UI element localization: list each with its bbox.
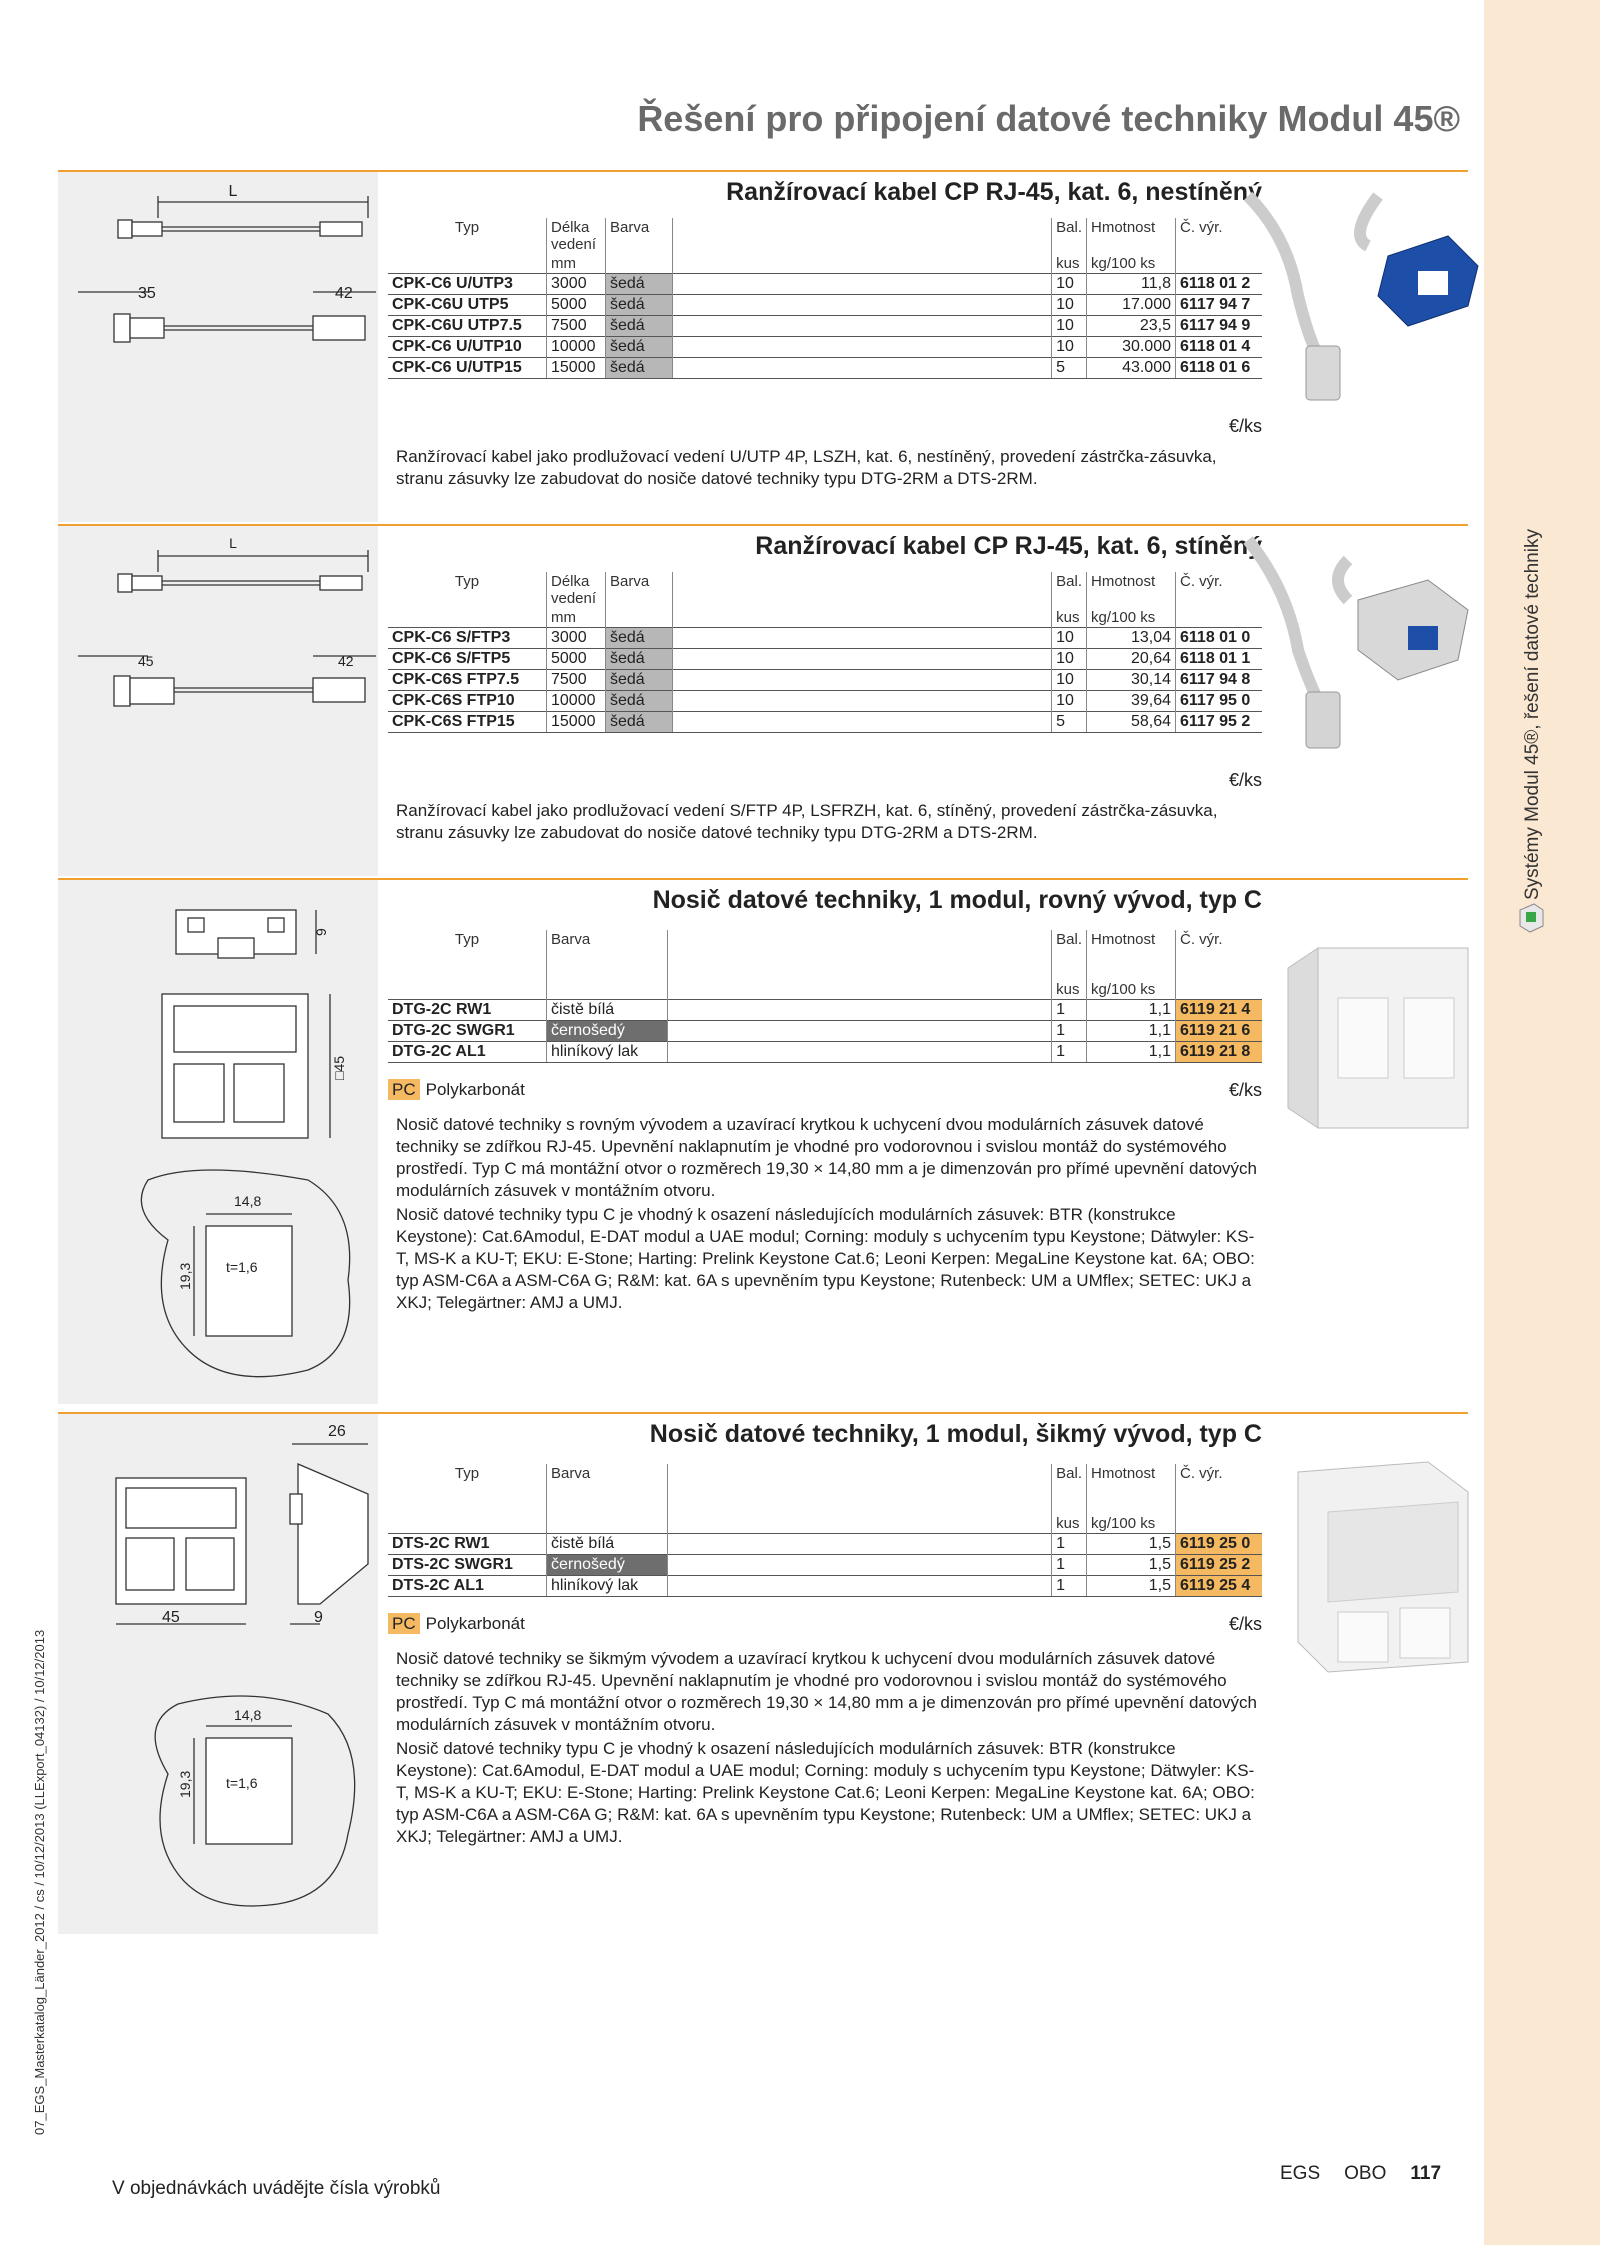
description: Ranžírovací kabel jako prodlužovací vedení S/FTP 4P, LSFRZH, kat. 6, stíněný, provedení zástrčka-zásuvka, stranu zásuvky lze zabudovat do nosiče datové techniky typu DTG-2RM a DTS-2RM. bbox=[396, 801, 1218, 842]
table-row: CPK-C6 U/UTP10 10000 šedá 10 30.000 6118 01 4 bbox=[388, 337, 1262, 358]
table-row: CPK-C6 S/FTP5 5000 šedá 10 20,64 6118 01 1 bbox=[388, 649, 1262, 670]
col-barva: Barva bbox=[606, 218, 673, 254]
dim-42: 42 bbox=[335, 285, 353, 302]
page-title: Řešení pro připojení datové techniky Modul 45® bbox=[637, 98, 1460, 139]
description: Ranžírovací kabel jako prodlužovací vedení U/UTP 4P, LSZH, kat. 6, nestíněný, provedení zástrčka-zásuvka, stranu zásuvky lze zabudovat do nosiče datové techniky typu DTG-2RM a DTS-2RM. bbox=[396, 447, 1217, 488]
col-bal: Bal. bbox=[1052, 218, 1087, 254]
section-carrier-angled bbox=[58, 1412, 1468, 1932]
dim-26: 26 bbox=[328, 1423, 346, 1440]
product-table: Typ Barva Bal. Hmotnost Č. výr. kus kg/100 ks DTS-2C RW1 čistě bílá 1 1,5 6119 25 0 DTS-2C SWGR1 černošedý 1 1,5 6119 25 2 DTS-2C AL1 hliníkový lak 1 1,5 6119 25 4 bbox=[388, 1464, 1262, 1597]
section-title: Nosič datové techniky, 1 modul, šikmý vývod, typ C bbox=[649, 1420, 1262, 1448]
material-code: PC bbox=[388, 1613, 420, 1634]
unit-hmotnost: kg/100 ks bbox=[1087, 254, 1176, 274]
drawing-carrier-straight bbox=[58, 880, 378, 1404]
table-row: CPK-C6S FTP7.5 7500 šedá 10 30,14 6117 94 8 bbox=[388, 670, 1262, 691]
carrier-straight-photo bbox=[1228, 928, 1488, 1168]
table-row: CPK-C6U UTP5 5000 šedá 10 17.000 6117 94 7 bbox=[388, 295, 1262, 316]
drawing-cable-utp bbox=[58, 172, 378, 522]
dim-width: 14,8 bbox=[234, 1707, 262, 1723]
table-row: CPK-C6U UTP7.5 7500 šedá 10 23,5 6117 94 9 bbox=[388, 316, 1262, 337]
section-title: Nosič datové techniky, 1 modul, rovný vývod, typ C bbox=[652, 886, 1262, 914]
dim-35: 35 bbox=[138, 285, 156, 302]
product-table: Typ Barva Bal. Hmotnost Č. výr. kus kg/100 ks DTG-2C RW1 čistě bílá 1 1,1 6119 21 4 DTG-2C SWGR1 černošedý 1 1,1 6119 21 6 DTG-2C AL1 hliníkový lak 1 1,1 6119 21 8 bbox=[388, 930, 1262, 1063]
dim-L: L bbox=[229, 535, 237, 551]
description: Nosič datové techniky se šikmým vývodem a uzavírací krytkou k uchycení dvou modulárních zásuvek datové techniky se zdířkou RJ-45. Upevnění naklapnutím je vhodné pro vodorovnou i svislou montáž do systémového prostředí. Typ C má montážní otvor o rozměrech 19,30 × 14,80 mm a je dimenzován pro přímé upevnění datových modulárních zásuvek v montážním otvoru. Nosič datové techniky typu C je vhodný k osazení následujících modulárních zásuvek: BTR (konstrukce Keystone): Cat.6Amodul, E-DAT modul a UAE modul; Corning: moduly s uchycením typu Keystone; Dätwyler: KS-T, MS-K a KU-T; EKU: E-Stone; Harting: Prelink Keystone Cat.6; Leoni Kerpen: MegaLine Keystone kat. 6A; OBO: typ ASM-C6A a ASM-C6A G; R&M: kat. 6A s upevněním typu Keystone; Rutenbeck: UM a UMflex; SETEC: UKJ a XKJ; Telegärtner: AMJ a UMJ. bbox=[396, 1649, 1257, 1846]
price-unit: €/ks bbox=[1228, 1614, 1262, 1634]
footer-brand: EGS OBO 117 bbox=[1280, 2163, 1442, 2184]
table-row: DTS-2C SWGR1 černošedý 1 1,5 6119 25 2 bbox=[388, 1554, 1262, 1575]
page-number: 117 bbox=[1410, 2163, 1442, 2184]
section-title: Ranžírovací kabel CP RJ-45, kat. 6, nestíněný bbox=[726, 178, 1262, 206]
table-row: DTS-2C RW1 čistě bílá 1 1,5 6119 25 0 bbox=[388, 1533, 1262, 1554]
side-label: Systémy Modul 45®, řešení datové techniky bbox=[1522, 529, 1543, 900]
table-row: DTG-2C RW1 čistě bílá 1 1,1 6119 21 4 bbox=[388, 999, 1262, 1020]
footer-note: V objednávkách uvádějte čísla výrobků bbox=[112, 2178, 441, 2199]
col-typ: Typ bbox=[454, 219, 480, 236]
dim-L: L bbox=[228, 183, 238, 200]
material: PC Polykarbonát bbox=[388, 1080, 525, 1100]
carrier-angled-photo bbox=[1228, 1452, 1488, 1692]
table-row: DTG-2C AL1 hliníkový lak 1 1,1 6119 21 8 bbox=[388, 1041, 1262, 1062]
table-row: DTS-2C AL1 hliníkový lak 1 1,5 6119 25 4 bbox=[388, 1575, 1262, 1596]
cable-ftp-photo bbox=[1228, 530, 1488, 770]
section-cable-ftp bbox=[58, 524, 1468, 874]
dim-side: □45 bbox=[331, 1055, 347, 1080]
dim-width: 14,8 bbox=[234, 1193, 262, 1209]
col-spacer bbox=[673, 218, 1052, 254]
price-unit: €/ks bbox=[1228, 770, 1262, 790]
dim-42: 42 bbox=[338, 653, 354, 669]
dim-45: 45 bbox=[162, 1609, 180, 1626]
dim-9: 9 bbox=[313, 928, 329, 936]
material: PC Polykarbonát bbox=[388, 1614, 525, 1634]
table-row: CPK-C6S FTP15 15000 šedá 5 58,64 6117 95 2 bbox=[388, 712, 1262, 733]
drawing-cable-ftp bbox=[58, 526, 378, 876]
col-hmotnost: Hmotnost bbox=[1087, 218, 1176, 254]
product-table bbox=[388, 218, 1262, 379]
product-table: Typ Délka vedení Barva Bal. Hmotnost Č. výr. mm kus kg/100 ks CPK-C6 S/FTP3 3000 šedá 10 13,04 6118 01 0 CPK-C6 S/FTP5 5000 šedá 10 20,64 6118 01 1 CPK-C6S FTP7.5 7500 šedá 10 30,14 6117 94 8 CPK-C6S FTP10 10000 šedá 10 39,64 6117 95 0 CPK-C6S FTP15 15000 šedá 5 58,64 6117 95 2 bbox=[388, 572, 1262, 733]
table-row: CPK-C6 U/UTP15 15000 šedá 5 43.000 6118 01 6 bbox=[388, 358, 1262, 379]
dim-45: 45 bbox=[138, 653, 154, 669]
unit-bal: kus bbox=[1052, 254, 1087, 274]
price-unit: €/ks bbox=[1228, 416, 1262, 436]
table-row: CPK-C6 S/FTP3 3000 šedá 10 13,04 6118 01 0 bbox=[388, 628, 1262, 649]
section-carrier-straight bbox=[58, 878, 1468, 1406]
catalog-meta: 07_EGS_Masterkatalog_Länder_2012 / cs / 10/12/2013 (LLExport_04132) / 10/12/2013 bbox=[32, 1629, 47, 2135]
side-band bbox=[1484, 0, 1600, 2245]
price-unit: €/ks bbox=[1228, 1080, 1262, 1100]
table-row: CPK-C6S FTP10 10000 šedá 10 39,64 6117 95 0 bbox=[388, 691, 1262, 712]
unit-delka: mm bbox=[547, 254, 606, 274]
description: Nosič datové techniky s rovným vývodem a uzavírací krytkou k uchycení dvou modulárních zásuvek datové techniky se zdířkou RJ-45. Upevnění naklapnutím je vhodné pro vodorovnou i svislou montáž do systémového prostředí. Typ C má montážní otvor o rozměrech 19,30 × 14,80 mm a je dimenzován pro přímé upevnění datových modulárních zásuvek v montážním otvoru. Nosič datové techniky typu C je vhodný k osazení následujících modulárních zásuvek: BTR (konstrukce Keystone): Cat.6Amodul, E-DAT modul a UAE modul; Corning: moduly s uchycením typu Keystone; Dätwyler: KS-T, MS-K a KU-T; EKU: E-Stone; Harting: Prelink Keystone Cat.6; Leoni Kerpen: MegaLine Keystone kat. 6A; OBO: typ ASM-C6A a ASM-C6A G; R&M: kat. 6A s upevněním typu Keystone; Rutenbeck: UM a UMflex; SETEC: UKJ a XKJ; Telegärtner: AMJ a UMJ. bbox=[396, 1115, 1257, 1312]
section-title: Ranžírovací kabel CP RJ-45, kat. 6, stíněný bbox=[755, 532, 1262, 560]
dim-9: 9 bbox=[314, 1609, 323, 1626]
drawing-carrier-angled bbox=[58, 1414, 378, 1934]
dim-height: 19,3 bbox=[177, 1770, 193, 1798]
table-row: CPK-C6 U/UTP3 3000 šedá 10 11,8 6118 01 2 bbox=[388, 274, 1262, 295]
dim-thickness: t=1,6 bbox=[226, 1775, 258, 1791]
dim-thickness: t=1,6 bbox=[226, 1259, 258, 1275]
material-code: PC bbox=[388, 1079, 420, 1100]
section-cable-utp bbox=[58, 170, 1468, 520]
dim-height: 19,3 bbox=[177, 1262, 193, 1290]
cable-utp-photo bbox=[1228, 176, 1488, 416]
col-cvyr: Č. výr. bbox=[1176, 218, 1263, 254]
table-row: DTG-2C SWGR1 černošedý 1 1,1 6119 21 6 bbox=[388, 1020, 1262, 1041]
col-delka: Délka vedení bbox=[547, 218, 606, 254]
module-icon bbox=[1516, 900, 1546, 934]
